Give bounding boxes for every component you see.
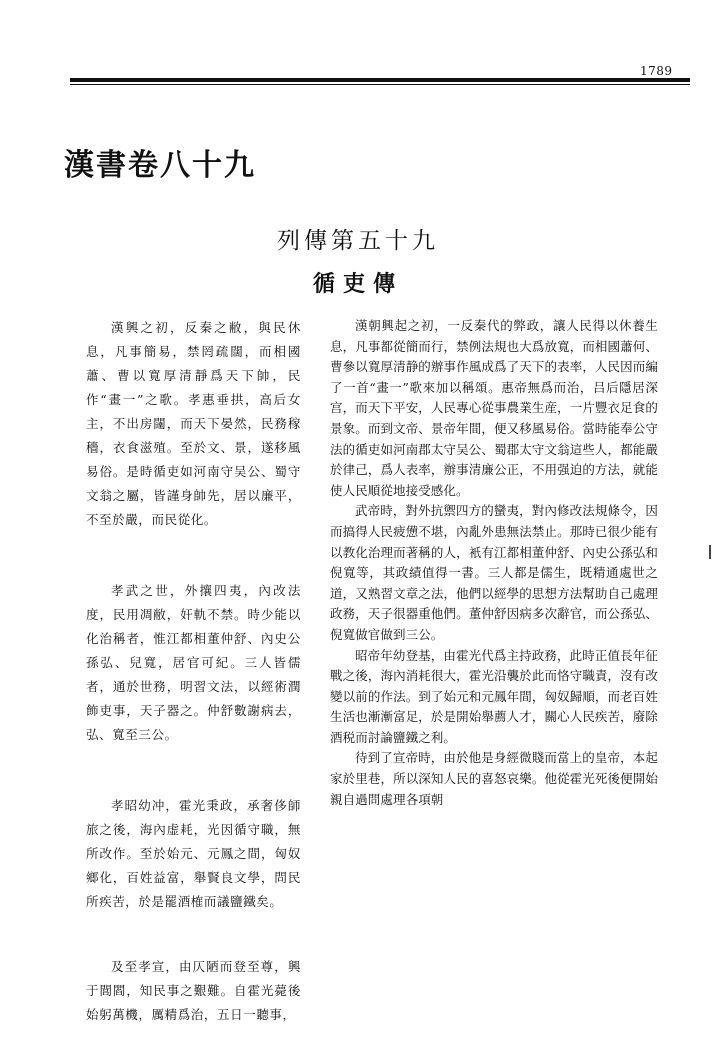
page-number: 1789	[640, 64, 673, 78]
translation-text-column	[330, 316, 658, 810]
section-title: 循吏傳	[312, 271, 403, 297]
margin-mark	[709, 545, 711, 559]
translation-paragraph: 漢朝興起之初，一反秦代的弊政，讓人民得以休養生息，凡事都從簡而行，禁例法規也大爲放寬，而相國蕭何、曹參以寬厚清静的辦事作風成爲了天下的表率，人民因而編了一首“畫一”歌來加以稱頌。惠帝無爲而治，吕后隱居深宫，而天下平安，人民專心從事農業生産，一片豐衣足食的景象。而到文帝、景帝年間，便又移風易俗。當時能奉公守法的循吏如河南郡太守吴公、蜀郡太守文翁這些人，都能嚴於律己，爲人表率，辦事清廉公正，不用强迫的方法，就能使人民順從地接受感化。	[330, 318, 658, 498]
original-paragraph: 及至孝宣，由仄陋而登至尊，興于閭閻，知民事之艱難。自霍光薨後始躬萬機，厲精爲治，五日一聽事，	[86, 959, 301, 1022]
original-text-column	[86, 316, 301, 1051]
translation-paragraph: 待到了宣帝時，由於他是身經微賤而當上的皇帝，本起家於里巷，所以深知人民的喜怒哀樂。他從霍光死後便開始親自過問處理各項朝	[330, 750, 658, 807]
translation-paragraph: 武帝時，對外抗禦四方的蠻夷，對內修改法規條令，因而搞得人民疲憊不堪，內亂外患無法禁止。那時已很少能有以教化治理而著稱的人，衹有江都相董仲舒、內史公孫弘和倪寬等，其政績值得一書。三人都是儒生，既精通處世之道，又熟習文章之法，他們以經學的思想方法幫助自己處理政務，天子很器重他們。董仲舒因病多次辭官，而公孫弘、倪寬做官做到三公。	[330, 503, 658, 642]
original-paragraph: 孝昭幼冲，霍光秉政，承奢侈師旅之後，海內虚耗，光因循守職，無所改作。至於始元、元鳳之間，匈奴鄉化，百姓益富，舉賢良文學，問民所疾苦，於是罷酒榷而議鹽鐵矣。	[86, 798, 301, 909]
header-rule-thin	[70, 84, 690, 85]
original-paragraph: 漢興之初，反秦之敝，與民休息，凡事簡易，禁罔疏闊，而相國蕭、曹以寬厚清靜爲天下帥，民作“畫一”之歌。孝惠垂拱，高后女主，不出房闥，而天下晏然，民務稼穡，衣食滋殖。至於文、景，遂移風易俗。是時循吏如河南守吴公、蜀守文翁之屬，皆謹身帥先，居以廉平，不至於嚴，而民從化。	[86, 320, 301, 527]
volume-title: 漢書卷八十九	[64, 148, 256, 183]
header-rule-thick	[70, 78, 690, 82]
translation-paragraph: 昭帝年幼登基，由霍光代爲主持政務，此時正值長年征戰之後，海內消耗很大，霍光沿襲於此而恪守職責，沒有改變以前的作法。到了始元和元鳳年間，匈奴歸順，而老百姓生活也漸漸富足，於是開始舉薦人才，關心人民疾苦，廢除酒税而討論鹽鐵之利。	[330, 647, 658, 745]
original-paragraph: 孝武之世，外攘四夷，內改法度，民用凋敝，奸軌不禁。時少能以化治稱者，惟江都相董仲舒、內史公孫弘、兒寬，居官可紀。三人皆儒者，通於世務，明習文法，以經術潤飾吏事，天子器之。仲舒數謝病去，弘、寬至三公。	[86, 583, 301, 742]
chapter-title: 列傳第五十九	[277, 228, 439, 254]
